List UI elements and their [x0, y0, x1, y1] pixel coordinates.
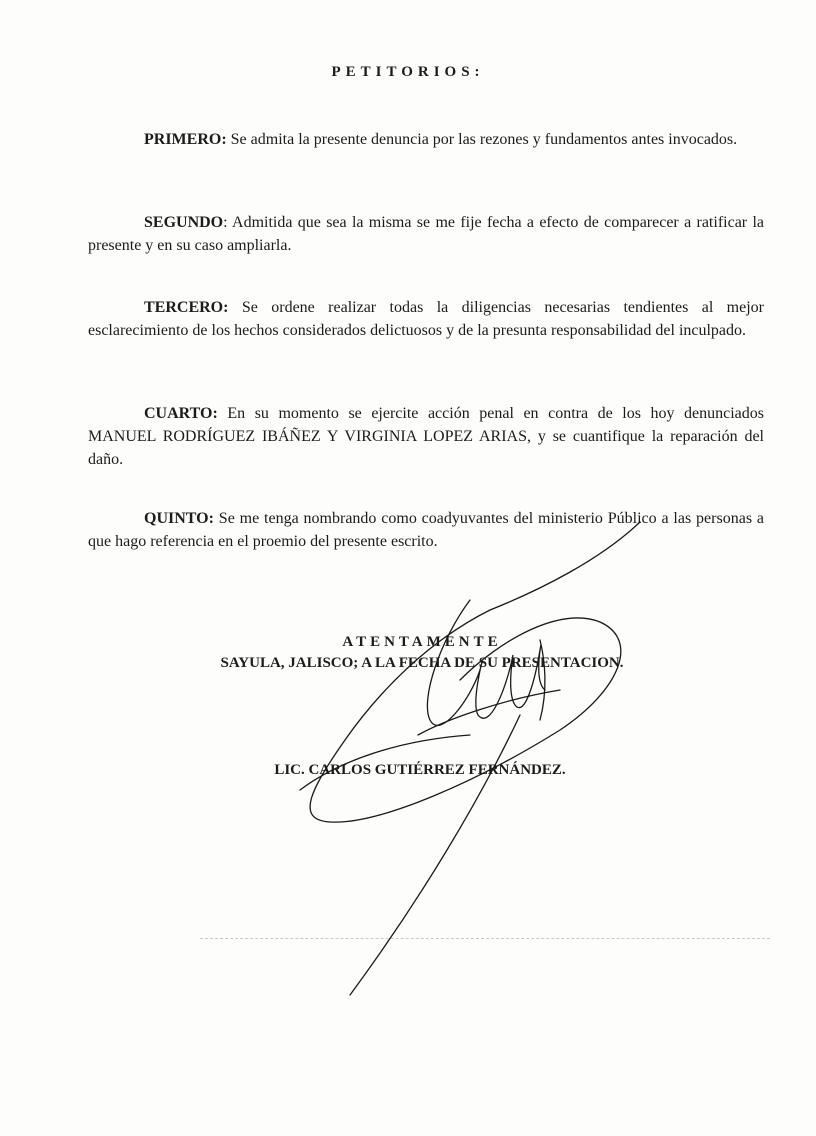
- petition-lead: QUINTO:: [144, 510, 214, 527]
- petition-lead: SEGUNDO: [144, 214, 224, 231]
- petition-text: Se me tenga nombrando como coadyuvantes del ministerio Público a las personas a que hago referencia en el proemio del presente escrito.: [88, 510, 764, 550]
- signer-name: LIC. CARLOS GUTIÉRREZ FERNÁNDEZ.: [274, 762, 566, 778]
- closing-salutation: ATENTAMENTE: [342, 634, 502, 650]
- petition-text: : Admitida que sea la misma se me fije fecha a efecto de comparecer a ratificar la presente y en su caso ampliarla.: [88, 214, 764, 254]
- petition-primero: [88, 128, 764, 151]
- petition-quinto: [88, 507, 764, 553]
- scan-artifact-line: [200, 938, 770, 939]
- petition-lead: TERCERO:: [144, 299, 229, 316]
- petition-cuarto: [88, 402, 764, 471]
- petition-text: En su momento se ejercite acción penal en contra de los hoy denunciados MANUEL RODRÍGUEZ IBÁÑEZ Y VIRGINIA LOPEZ ARIAS, y se cuantifique la reparación del daño.: [88, 405, 765, 468]
- place-and-date: SAYULA, JALISCO; A LA FECHA DE SU PRESENTACION.: [220, 655, 624, 671]
- petition-lead: PRIMERO:: [144, 131, 227, 148]
- petition-tercero: [88, 296, 764, 342]
- petition-segundo: [88, 211, 764, 257]
- page-title: PETITORIOS:: [331, 64, 485, 80]
- petition-text: Se admita la presente denuncia por las rezones y fundamentos antes invocados.: [230, 131, 738, 148]
- petition-lead: CUARTO:: [144, 405, 218, 422]
- petition-text: Se ordene realizar todas la diligencias necesarias tendientes al mejor esclarecimiento de los hechos considerados delictuosos y de la presunta responsabilidad del inculpado.: [88, 299, 765, 339]
